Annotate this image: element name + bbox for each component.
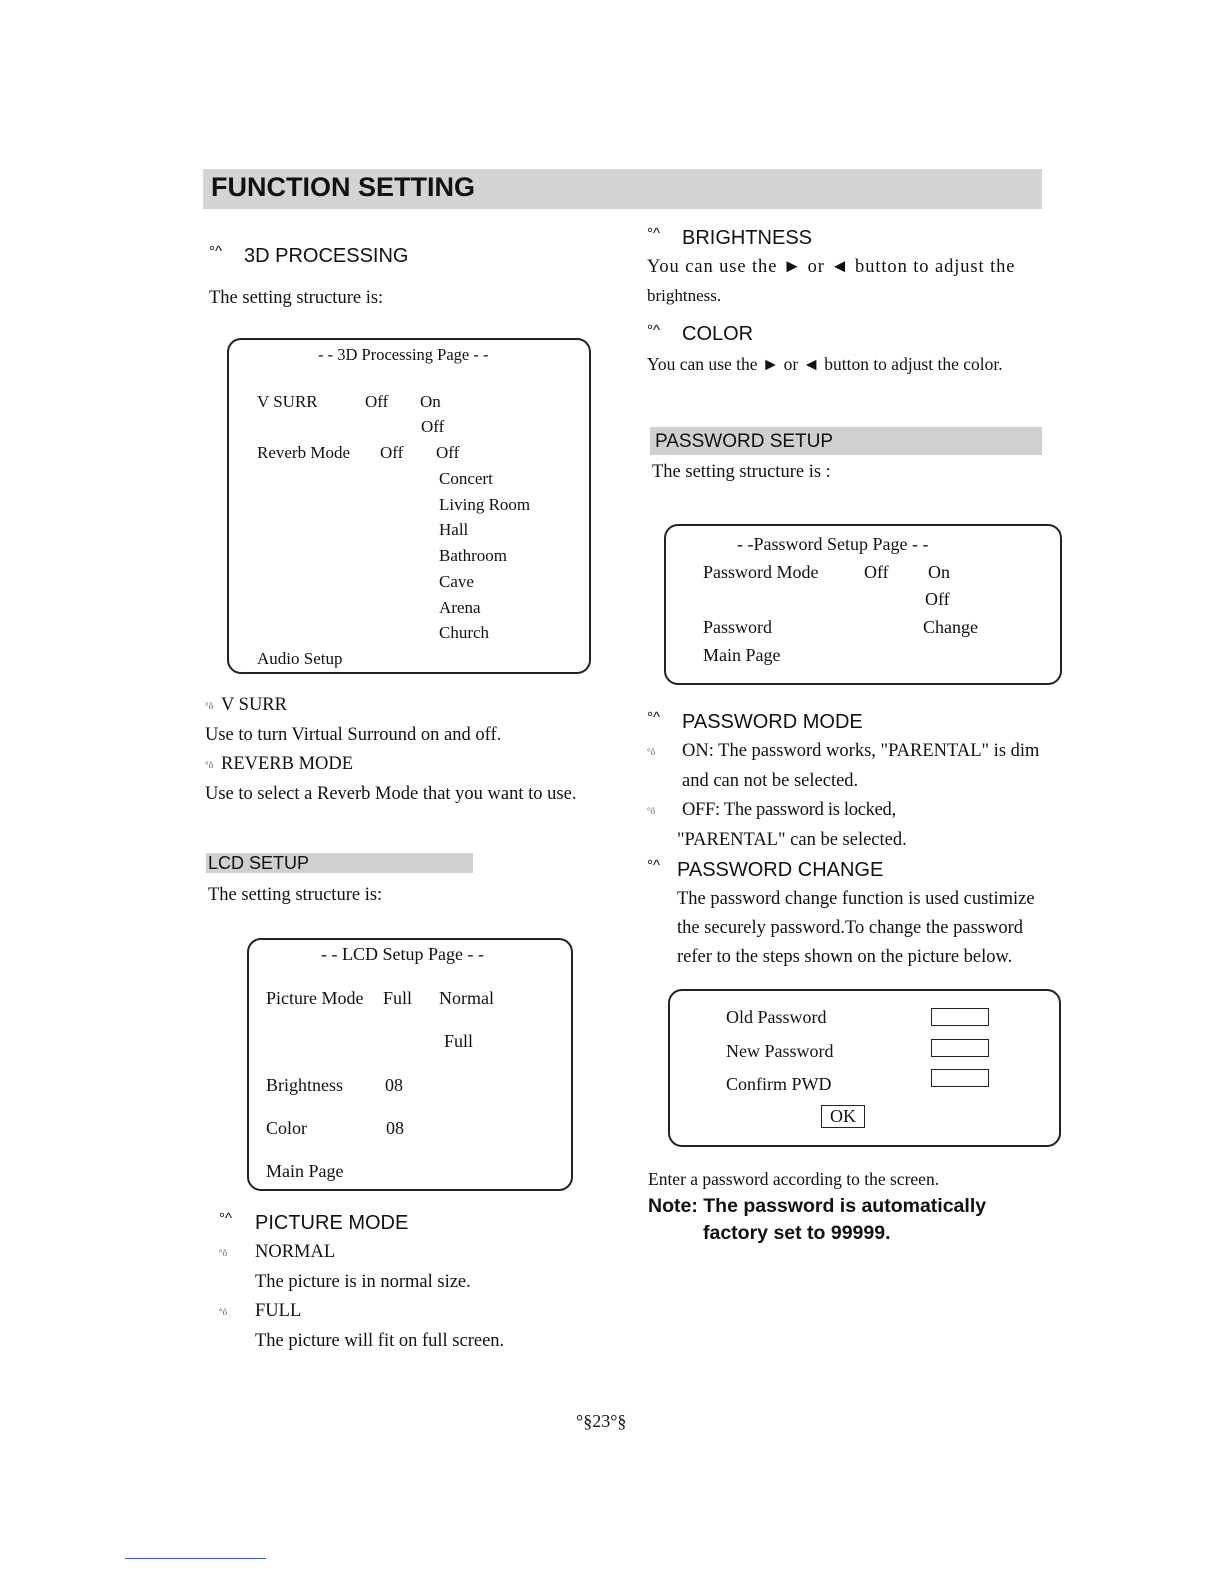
password-mode-label: Password Mode bbox=[703, 562, 819, 582]
normal-label: NORMAL bbox=[255, 1242, 336, 1262]
confirm-password-input[interactable] bbox=[931, 1069, 989, 1087]
footer-rule bbox=[125, 1558, 266, 1559]
proc3d-menu-box bbox=[227, 338, 591, 674]
old-password-input[interactable] bbox=[931, 1008, 989, 1026]
sub-bullet: °ô bbox=[205, 701, 214, 711]
lcd-menu-box bbox=[247, 938, 573, 1191]
bullet-mark: °^ bbox=[647, 709, 661, 726]
password-heading: PASSWORD SETUP bbox=[655, 431, 834, 452]
note-line-2: factory set to 99999. bbox=[703, 1222, 891, 1244]
proc3d-intro: The setting structure is: bbox=[209, 288, 384, 308]
reverb-option: Arena bbox=[439, 598, 481, 617]
new-password-label: New Password bbox=[726, 1041, 834, 1061]
lcd-menu-title: - - LCD Setup Page - - bbox=[321, 944, 484, 964]
password-off-desc: OFF: The password is locked, bbox=[682, 800, 896, 820]
full-desc: The picture will fit on full screen. bbox=[255, 1331, 505, 1351]
reverb-heading: REVERB MODE bbox=[221, 754, 354, 774]
sub-bullet: °ô bbox=[205, 760, 214, 770]
page-title: FUNCTION SETTING bbox=[211, 172, 475, 202]
password-mode-option-on: On bbox=[928, 562, 950, 582]
lcd-intro: The setting structure is: bbox=[208, 885, 383, 905]
picture-mode-label: Picture Mode bbox=[266, 988, 364, 1008]
picture-mode-option-normal: Normal bbox=[439, 988, 494, 1008]
picture-mode-heading: PICTURE MODE bbox=[255, 1212, 409, 1234]
password-intro: The setting structure is : bbox=[652, 462, 831, 482]
bullet-mark: °^ bbox=[219, 1210, 233, 1227]
color-heading: COLOR bbox=[682, 323, 754, 345]
color-label: Color bbox=[266, 1118, 308, 1138]
sub-bullet: °ô bbox=[647, 806, 656, 816]
brightness-desc: You can use the ► or ◄ button to adjust the bbox=[647, 257, 1016, 277]
password-menu-footer: Main Page bbox=[703, 645, 781, 665]
reverb-label: Reverb Mode bbox=[257, 443, 351, 462]
vsurr-label: V SURR bbox=[257, 392, 318, 411]
full-label: FULL bbox=[255, 1301, 302, 1321]
password-off-desc-2: "PARENTAL" can be selected. bbox=[677, 830, 907, 850]
password-change-desc-3: refer to the steps shown on the picture below. bbox=[677, 947, 1013, 967]
lcd-heading: LCD SETUP bbox=[208, 853, 310, 873]
vsurr-heading: V SURR bbox=[221, 695, 287, 715]
password-change-heading: PASSWORD CHANGE bbox=[677, 859, 884, 881]
bullet-mark: °^ bbox=[647, 322, 661, 339]
password-on-desc-2: and can not be selected. bbox=[682, 771, 859, 791]
password-change-option: Change bbox=[923, 617, 978, 637]
color-value: 08 bbox=[386, 1118, 404, 1138]
new-password-input[interactable] bbox=[931, 1039, 989, 1057]
password-mode-heading: PASSWORD MODE bbox=[682, 711, 863, 733]
brightness-label: Brightness bbox=[266, 1075, 344, 1095]
color-desc: You can use the ► or ◄ button to adjust the color. bbox=[647, 354, 1003, 374]
password-menu-title: - -Password Setup Page - - bbox=[737, 534, 929, 554]
sub-bullet: °ô bbox=[219, 1248, 228, 1258]
brightness-desc-2: brightness. bbox=[647, 286, 722, 305]
vsurr-value: Off bbox=[365, 392, 389, 411]
reverb-option: Hall bbox=[439, 520, 469, 539]
ok-button[interactable]: OK bbox=[821, 1105, 865, 1128]
password-label: Password bbox=[703, 617, 773, 637]
reverb-value: Off bbox=[380, 443, 404, 462]
vsurr-option-on: On bbox=[420, 392, 441, 411]
old-password-label: Old Password bbox=[726, 1007, 827, 1027]
reverb-option: Off bbox=[436, 443, 460, 462]
brightness-value: 08 bbox=[385, 1075, 403, 1095]
brightness-heading: BRIGHTNESS bbox=[682, 227, 813, 249]
vsurr-option-off: Off bbox=[421, 417, 445, 436]
lcd-menu-footer: Main Page bbox=[266, 1161, 344, 1181]
bullet-mark: °^ bbox=[647, 857, 661, 874]
bullet-mark: °^ bbox=[209, 243, 223, 260]
password-on-desc: ON: The password works, "PARENTAL" is dim bbox=[682, 741, 1040, 761]
proc3d-menu-footer: Audio Setup bbox=[257, 649, 343, 668]
picture-mode-option-full: Full bbox=[444, 1031, 474, 1051]
vsurr-desc: Use to turn Virtual Surround on and off. bbox=[205, 725, 502, 745]
sub-bullet: °ô bbox=[219, 1307, 228, 1317]
normal-desc: The picture is in normal size. bbox=[255, 1272, 471, 1292]
password-mode-option-off: Off bbox=[925, 589, 950, 609]
picture-mode-value: Full bbox=[383, 988, 413, 1008]
confirm-password-label: Confirm PWD bbox=[726, 1074, 832, 1094]
enter-password-text: Enter a password according to the screen. bbox=[648, 1169, 940, 1189]
reverb-option: Living Room bbox=[439, 495, 531, 514]
proc3d-heading: 3D PROCESSING bbox=[244, 245, 409, 267]
bullet-mark: °^ bbox=[647, 225, 661, 242]
password-change-desc-2: the securely password.To change the password bbox=[677, 918, 1023, 938]
reverb-option: Cave bbox=[439, 572, 474, 591]
password-change-desc: The password change function is used custimize bbox=[677, 889, 1035, 909]
note-line-1: Note: The password is automatically bbox=[648, 1195, 987, 1217]
reverb-desc: Use to select a Reverb Mode that you want to use. bbox=[205, 784, 577, 804]
reverb-option: Church bbox=[439, 623, 490, 642]
reverb-option: Concert bbox=[439, 469, 493, 488]
reverb-option: Bathroom bbox=[439, 546, 507, 565]
page-number: °§23°§ bbox=[576, 1411, 627, 1431]
proc3d-menu-title: - - 3D Processing Page - - bbox=[318, 345, 489, 364]
password-mode-value: Off bbox=[864, 562, 889, 582]
sub-bullet: °ô bbox=[647, 747, 656, 757]
